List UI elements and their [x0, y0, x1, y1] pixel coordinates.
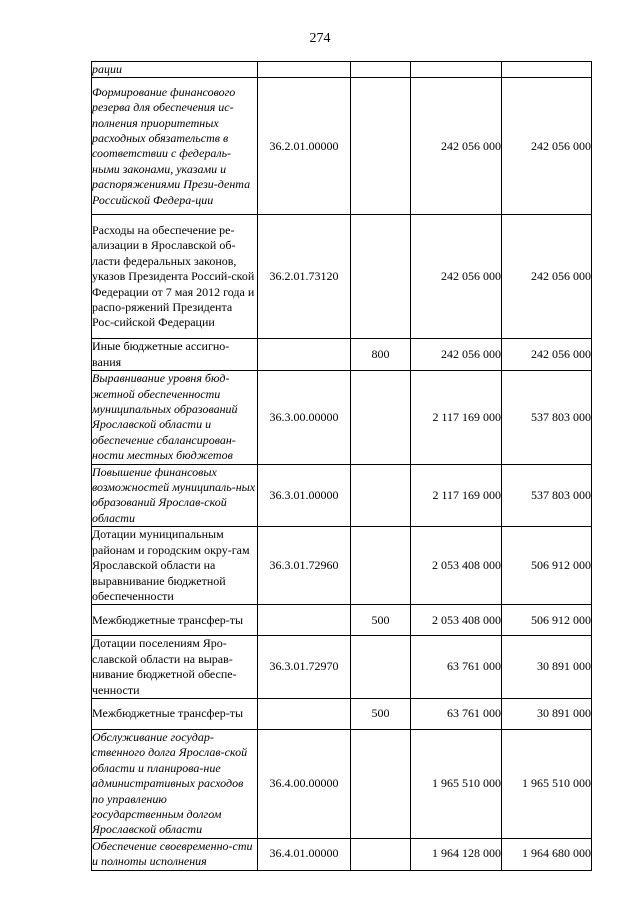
row-name: Обеспечение своевременно-сти и полноты исполнения — [92, 838, 258, 870]
row-amount-2: 242 056 000 — [502, 215, 592, 339]
row-amount-2: 1 965 510 000 — [502, 729, 592, 838]
table-row — [92, 838, 592, 870]
row-expense-type — [351, 464, 411, 527]
row-expense-type: 500 — [351, 698, 411, 729]
row-amount-1: 2 053 408 000 — [411, 605, 502, 636]
row-expense-type: 800 — [351, 339, 411, 371]
table-row — [92, 78, 592, 215]
row-amount-1: 1 964 128 000 — [411, 838, 502, 870]
row-name: Выравнивание уровня бюд-жетной обеспеченности муниципальных образований Ярославской области и обеспечение сбалансирован-ности местных бюджетов — [92, 371, 258, 464]
budget-table-body — [92, 62, 592, 871]
row-amount-2: 506 912 000 — [502, 605, 592, 636]
row-amount-1: 242 056 000 — [411, 339, 502, 371]
row-code: 36.3.01.72970 — [258, 636, 351, 699]
row-amount-2: 537 803 000 — [502, 464, 592, 527]
row-amount-1: 63 761 000 — [411, 698, 502, 729]
table-row — [92, 464, 592, 527]
row-expense-type — [351, 78, 411, 215]
row-expense-type — [351, 215, 411, 339]
row-amount-1: 2 117 169 000 — [411, 371, 502, 464]
row-name: Межбюджетные трансфер-ты — [92, 698, 258, 729]
page-number: 274 — [309, 31, 331, 46]
row-name: Формирование финансового резерва для обеспечения ис-полнения приоритетных расходных обязательств в соответствии с федераль-ными законами, указами и распоряжениями Прези-дента Российской Федера-ции — [92, 78, 258, 215]
row-amount-1: 242 056 000 — [411, 215, 502, 339]
row-code: 36.3.00.00000 — [258, 371, 351, 464]
table-row — [92, 62, 592, 78]
row-name: Межбюджетные трансфер-ты — [92, 605, 258, 636]
table-row — [92, 339, 592, 371]
table-row — [92, 527, 592, 605]
row-code: 36.3.01.72960 — [258, 527, 351, 605]
row-expense-type — [351, 371, 411, 464]
row-name: Иные бюджетные ассигно-вания — [92, 339, 258, 371]
table-row — [92, 636, 592, 699]
row-code: 36.2.01.73120 — [258, 215, 351, 339]
row-amount-1: 2 117 169 000 — [411, 464, 502, 527]
row-amount-2: 537 803 000 — [502, 371, 592, 464]
row-amount-2: 30 891 000 — [502, 698, 592, 729]
row-amount-1 — [411, 62, 502, 78]
row-expense-type — [351, 729, 411, 838]
row-code — [258, 339, 351, 371]
row-code — [258, 605, 351, 636]
row-name: Расходы на обеспечение ре-ализации в Ярославской об-ласти федеральных законов, указов Президента Россий-ской Федерации от 7 мая 2012 года и распо-ряжений Президента Рос-сийской Федерации — [92, 215, 258, 339]
row-code: 36.2.01.00000 — [258, 78, 351, 215]
row-code — [258, 62, 351, 78]
row-amount-2: 1 964 680 000 — [502, 838, 592, 870]
row-amount-2 — [502, 62, 592, 78]
row-name: рации — [92, 62, 258, 78]
row-code: 36.3.01.00000 — [258, 464, 351, 527]
row-amount-2: 242 056 000 — [502, 339, 592, 371]
row-amount-2: 506 912 000 — [502, 527, 592, 605]
row-code — [258, 698, 351, 729]
table-row — [92, 605, 592, 636]
table-row — [92, 215, 592, 339]
budget-table — [91, 61, 592, 871]
row-name: Обслуживание государ-ственного долга Ярослав-ской области и планирова-ние административных расходов по управлению государственным долгом Ярославской области — [92, 729, 258, 838]
row-code: 36.4.00.00000 — [258, 729, 351, 838]
row-name: Дотации поселениям Яро-славской области на вырав-нивание бюджетной обеспе-ченности — [92, 636, 258, 699]
row-amount-1: 242 056 000 — [411, 78, 502, 215]
row-expense-type — [351, 636, 411, 699]
row-expense-type — [351, 62, 411, 78]
row-code: 36.4.01.00000 — [258, 838, 351, 870]
table-row — [92, 698, 592, 729]
row-expense-type — [351, 527, 411, 605]
row-amount-2: 30 891 000 — [502, 636, 592, 699]
row-amount-1: 1 965 510 000 — [411, 729, 502, 838]
row-name: Дотации муниципальным районам и городским окру-гам Ярославской области на выравнивание бюджетной обеспеченности — [92, 527, 258, 605]
row-name: Повышение финансовых возможностей муниципаль-ных образований Ярослав-ской области — [92, 464, 258, 527]
row-expense-type — [351, 838, 411, 870]
row-amount-2: 242 056 000 — [502, 78, 592, 215]
row-expense-type: 500 — [351, 605, 411, 636]
table-row — [92, 729, 592, 838]
row-amount-1: 2 053 408 000 — [411, 527, 502, 605]
row-amount-1: 63 761 000 — [411, 636, 502, 699]
table-row — [92, 371, 592, 464]
